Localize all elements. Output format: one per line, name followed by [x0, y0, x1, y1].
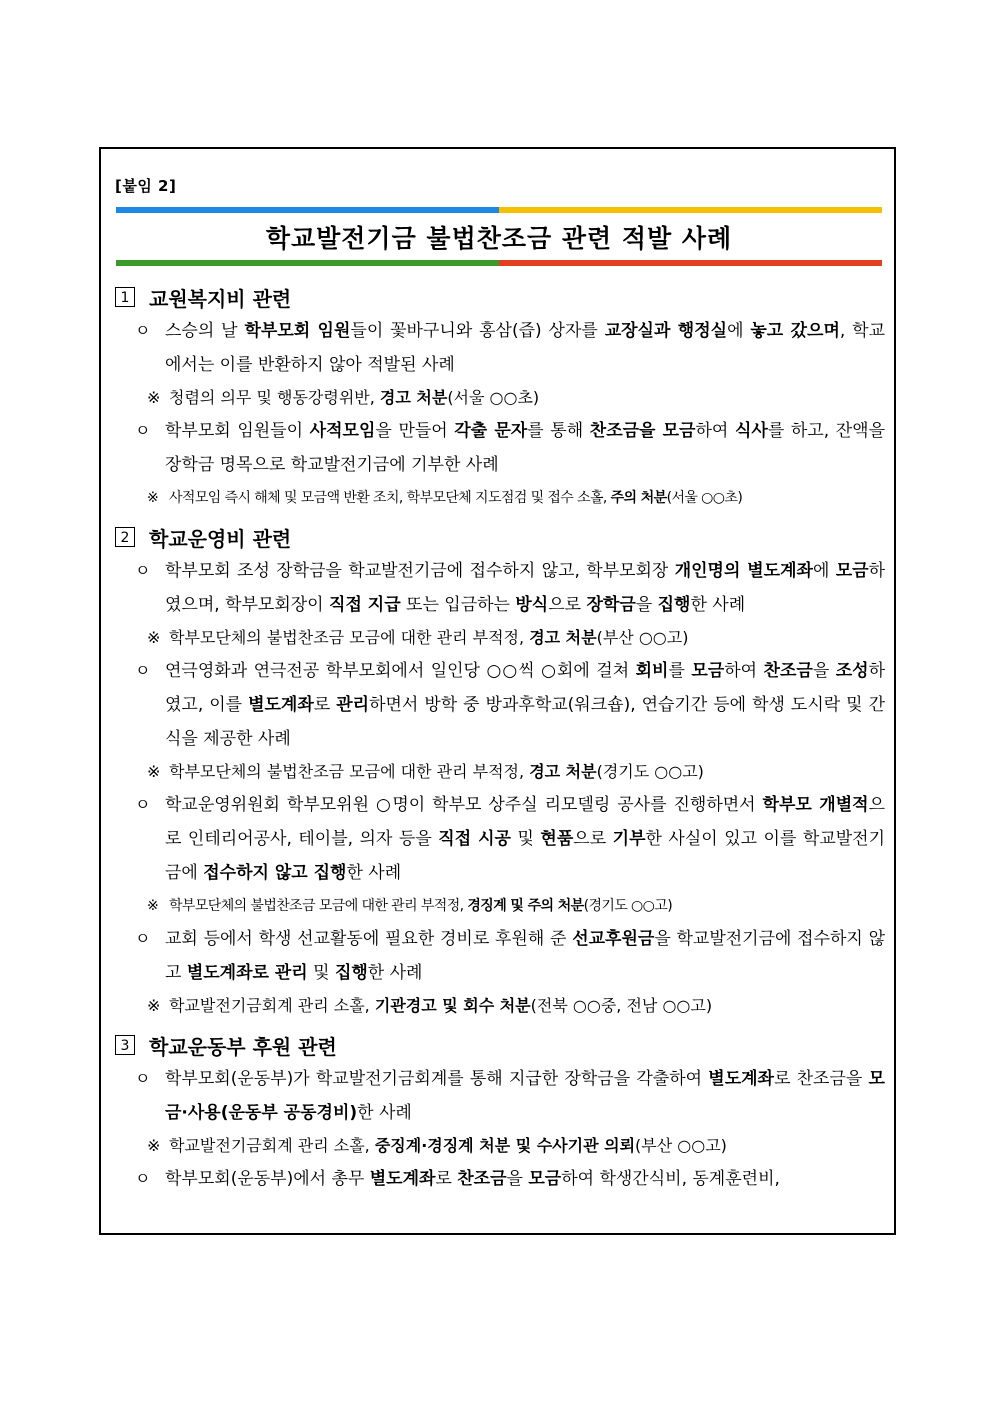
text-segment: 하였고, 이를	[165, 661, 885, 715]
text-segment: 학부모단체의 불법찬조금 모금에 대한 관리 부적정,	[169, 762, 530, 781]
emphasis-text: 장학금	[586, 595, 636, 615]
emphasis-text: 개인명의 별도계좌	[674, 561, 813, 581]
text-segment: 및	[510, 829, 541, 849]
note-mark: ※	[147, 628, 161, 647]
list-item	[115, 1162, 885, 1196]
note-item	[115, 990, 885, 1022]
text-segment: 로	[435, 1169, 458, 1189]
text-segment: 하여 학생간식비, 동계훈련비,	[561, 1169, 780, 1189]
text-segment: 에	[812, 561, 836, 581]
text-segment: 들이 꽃바구니와 홍삼(즙) 상자를	[350, 321, 605, 341]
text-segment: 청렴의 의무 및 행동강령위반,	[169, 388, 380, 407]
emphasis-text: 직접 시공	[438, 829, 511, 849]
emphasis-text: 현품	[540, 829, 574, 849]
text-segment: 하면서 방학 중 방과후학교(워크숍), 연습기간 등에 학생 도시락 및 간식을 제공한 사례	[165, 695, 886, 749]
note-mark: ※	[147, 490, 159, 506]
text-segment: 으로	[573, 829, 613, 849]
emphasis-text: 접수하지 않고 집행	[203, 863, 347, 883]
text-segment: 을	[635, 595, 658, 615]
list-item	[115, 922, 885, 990]
text-segment: 를 통해	[527, 421, 590, 441]
text-segment: (서울 ○○초)	[666, 490, 743, 506]
note-mark: ※	[147, 1136, 161, 1155]
note-item	[115, 890, 885, 922]
bar-segment-yellow	[499, 207, 882, 213]
emphasis-text: 모금	[528, 1169, 562, 1189]
emphasis-text: 경고 처분	[529, 762, 597, 781]
text-segment: 를 하고, 잔액을 장학금 명목으로 학교발전기금에 기부한 사례	[165, 421, 886, 475]
emphasis-text: 회비	[635, 661, 669, 681]
emphasis-text: 조성	[835, 661, 869, 681]
emphasis-text: 기관경고 및 회수 처분	[374, 996, 531, 1015]
text-segment: 교회 등에서 학생 선교활동에 필요한 경비로 후원해 준	[165, 929, 573, 949]
emphasis-text: 선교후원금	[572, 929, 655, 949]
text-segment: 학부모단체의 불법찬조금 모금에 대한 관리 부적정,	[169, 898, 468, 914]
section-heading	[115, 280, 885, 314]
text-segment: 을 학교발전기금에 접수하지 않고	[165, 929, 886, 983]
emphasis-text: 찬조금	[763, 661, 813, 681]
emphasis-text: 모금·사용(운동부 공동경비)	[165, 1069, 885, 1123]
emphasis-text: 찬조금	[457, 1169, 507, 1189]
text-segment: 을 만들어	[375, 421, 455, 441]
emphasis-text: 학부모 개별적	[762, 795, 869, 815]
section-heading	[115, 1028, 885, 1062]
bullet-mark: ㅇ	[135, 1169, 151, 1188]
list-item	[115, 554, 885, 622]
text-segment: 학교발전기금회계 관리 소홀,	[169, 996, 375, 1015]
emphasis-text: 놓고 갔으며	[750, 321, 840, 341]
emphasis-text: 집행	[657, 595, 691, 615]
text-segment: 으로	[548, 595, 587, 615]
bullet-mark: ㅇ	[135, 795, 151, 814]
section-number: 3	[115, 1035, 135, 1055]
text-segment: 학교운영위원회 학부모위원 ○명이 학부모 상주실 리모델링 공사를 진행하면서	[165, 795, 763, 815]
text-segment: 한 사례	[346, 863, 402, 883]
emphasis-text: 기부	[612, 829, 646, 849]
emphasis-text: 학부모회 임원	[244, 321, 351, 341]
text-segment: 하였으며, 학부모회장이	[165, 561, 886, 615]
color-bar-top	[116, 207, 882, 213]
note-item	[115, 756, 885, 788]
text-segment: (부산 ○○고)	[635, 1136, 727, 1155]
section-heading	[115, 520, 885, 554]
emphasis-text: 식사	[734, 421, 768, 441]
text-segment: 으로 인테리어공사, 테이블, 의자 등을	[165, 795, 885, 849]
note-mark: ※	[147, 996, 161, 1015]
emphasis-text: 경징계 및 주의 처분	[467, 898, 584, 914]
emphasis-text: 집행	[334, 963, 368, 983]
text-segment: 에	[727, 321, 751, 341]
section-title: 학교운동부 후원 관련	[149, 1034, 337, 1059]
text-segment: 및	[307, 963, 335, 983]
note-mark: ※	[147, 898, 159, 914]
bullet-mark: ㅇ	[135, 1069, 151, 1088]
note-item	[115, 382, 885, 414]
text-segment: (부산 ○○고)	[596, 628, 689, 647]
text-segment: 을	[506, 1169, 529, 1189]
note-item	[115, 482, 885, 514]
document-frame	[99, 147, 896, 1235]
text-segment: 한 사례	[367, 963, 423, 983]
bar-segment-green	[116, 260, 499, 266]
text-segment: (전북 ○○중, 전남 ○○고)	[530, 996, 713, 1015]
emphasis-text: 교장실과 행정실	[604, 321, 728, 341]
text-segment: (서울 ○○초)	[447, 388, 540, 407]
emphasis-text: 방식	[515, 595, 549, 615]
section-number: 1	[115, 287, 135, 307]
emphasis-text: 주의 처분	[610, 490, 667, 506]
emphasis-text: 별도계좌로 관리	[186, 963, 308, 983]
text-segment: 로 찬조금을	[773, 1069, 869, 1089]
emphasis-text: 경고 처분	[379, 388, 448, 407]
bullet-mark: ㅇ	[135, 561, 151, 580]
text-segment: 하여	[695, 421, 735, 441]
text-segment: 를	[668, 661, 692, 681]
text-segment: (경기도 ○○고)	[583, 898, 673, 914]
emphasis-text: 모금	[691, 661, 725, 681]
text-segment: 학부모회(운동부)가 학교발전기금회계를 통해 지급한 장학금을 각출하여	[165, 1069, 709, 1089]
text-segment: 학부모회 조성 장학금을 학교발전기금에 접수하지 않고, 학부모회장	[165, 561, 675, 581]
list-item	[115, 788, 885, 890]
note-mark: ※	[147, 762, 161, 781]
bar-segment-red	[499, 260, 882, 266]
section-title: 학교운영비 관련	[149, 526, 292, 551]
text-segment: 학부모회(운동부)에서 총무	[165, 1169, 370, 1189]
attachment-label: [붙임 2]	[115, 177, 177, 195]
text-segment: 로	[313, 695, 337, 715]
text-segment: 학부모회 임원들이	[165, 421, 310, 441]
list-item	[115, 414, 885, 482]
bullet-mark: ㅇ	[135, 321, 151, 340]
text-segment: , 학교에서는 이를 반환하지 않아 적발된 사례	[165, 321, 886, 375]
list-item	[115, 1062, 885, 1130]
section-title: 교원복지비 관련	[149, 286, 292, 311]
note-item	[115, 622, 885, 654]
text-segment: 을	[812, 661, 836, 681]
text-segment: 사적모임 즉시 해체 및 모금액 반환 조치, 학부모단체 지도점검 및 접수 소홀,	[169, 490, 611, 506]
list-item	[115, 654, 885, 756]
bullet-mark: ㅇ	[135, 661, 151, 680]
note-mark: ※	[147, 388, 161, 407]
emphasis-text: 찬조금을 모금	[589, 421, 696, 441]
emphasis-text: 관리	[336, 695, 370, 715]
emphasis-text: 별도계좌	[369, 1169, 436, 1189]
text-segment: 또는 입금하는	[400, 595, 516, 615]
text-segment: 학부모단체의 불법찬조금 모금에 대한 관리 부적정,	[169, 628, 530, 647]
emphasis-text: 각출 문자	[454, 421, 528, 441]
text-segment: 한 사례	[357, 1103, 412, 1123]
emphasis-text: 직접 지급	[329, 595, 401, 615]
color-bar-bottom	[116, 260, 882, 266]
bar-segment-blue	[116, 207, 499, 213]
emphasis-text: 별도계좌	[708, 1069, 774, 1089]
text-segment: 한 사실이 있고 이를 학교발전기금에	[165, 829, 886, 883]
emphasis-text: 경고 처분	[529, 628, 597, 647]
text-segment: 하여	[724, 661, 764, 681]
bullet-mark: ㅇ	[135, 421, 151, 440]
text-segment: 한 사례	[690, 595, 746, 615]
emphasis-text: 중징계·경징계 처분 및 수사기관 의뢰	[374, 1136, 636, 1155]
bullet-mark: ㅇ	[135, 929, 151, 948]
text-segment: (경기도 ○○고)	[596, 762, 704, 781]
page-title: 학교발전기금 불법찬조금 관련 적발 사례	[265, 224, 733, 253]
text-segment: 스승의 날	[165, 321, 245, 341]
text-segment: 학교발전기금회계 관리 소홀,	[169, 1136, 375, 1155]
emphasis-text: 사적모임	[309, 421, 376, 441]
emphasis-text: 별도계좌	[248, 695, 314, 715]
emphasis-text: 모금	[835, 561, 869, 581]
text-segment: 연극영화과 연극전공 학부모회에서 일인당 ○○씩 ○회에 걸쳐	[165, 661, 636, 681]
list-item	[115, 314, 885, 382]
section-number: 2	[115, 527, 135, 547]
document-content	[115, 274, 885, 1196]
note-item	[115, 1130, 885, 1162]
